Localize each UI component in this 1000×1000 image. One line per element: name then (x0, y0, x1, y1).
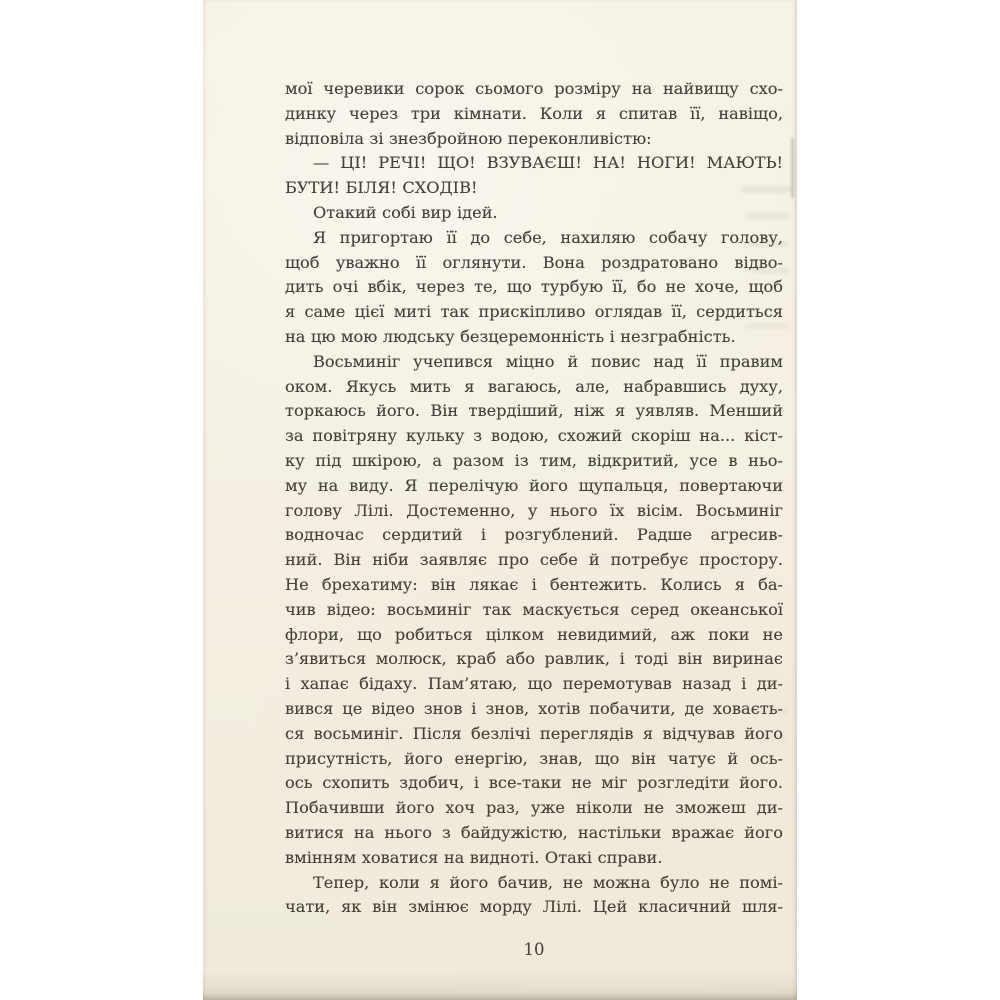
text-line: ний. Він ніби заявляє про себе й потребує простору. (285, 550, 783, 570)
text-line: флори, що робиться цілком невидимий, аж поки не (285, 624, 783, 644)
text-line: Я пригортаю її до себе, нахиляю собачу голову, (313, 227, 783, 247)
text-line: і хапає бідаху. Пам’ятаю, що перемотував назад і ди- (285, 674, 783, 694)
text-line: я саме цієї миті так прискіпливо оглядав її, сердиться (285, 302, 783, 322)
paragraph (285, 201, 783, 226)
text-line: му на виду. Я перелічую його щупальця, повертаючи (285, 475, 783, 495)
page-edge-shadow (791, 138, 794, 198)
text-line: БУТИ! БІЛЯ! СХОДІВ! (285, 178, 478, 198)
text-line: дить очі вбік, через те, що турбую її, бо не хоче, щоб (285, 277, 783, 297)
text-line: Не брехатиму: він лякає і бентежить. Колись я ба- (285, 574, 783, 594)
paragraph (285, 226, 783, 350)
text-line: ся восьминіг. Після безлічі переглядів я відчував його (285, 723, 783, 743)
text-line: водночас сердитий і розгублений. Радше агресив- (285, 525, 783, 545)
text-line: торкаюсь його. Він твердіший, ніж я уявляв. Менший (285, 401, 783, 421)
text-line: ку під шкірою, а разом із тим, відкритий, усе в ньо- (285, 450, 783, 470)
text-line: за повітряну кульку з водою, схожий скоріш на... кіст- (285, 426, 783, 446)
text-line: Отакий собі вир ідей. (313, 202, 498, 222)
text-line: Побачивши його хоч раз, уже ніколи не зможеш ди- (285, 798, 783, 818)
text-line: чив відео: восьминіг так маскується серед океанської (285, 599, 783, 619)
text-line: оком. Якусь мить я вагаюсь, але, набравшись духу, (285, 376, 783, 396)
book-page (203, 0, 797, 1000)
text-line: динку через три кімнати. Коли я спитав її, навіщо, (285, 103, 783, 123)
page-number: 10 (523, 940, 545, 959)
paragraph (285, 77, 783, 151)
text-line: присутність, його енергію, знав, що він чатує й ось- (285, 748, 783, 768)
text-line: чати, як він змінює морду Лілі. Цей класичний шля- (285, 897, 783, 917)
text-line: на цю мою людську безцеремонність і незграбність. (285, 326, 736, 346)
text-line: з’явиться молюск, краб або равлик, і тоді він виринає (285, 649, 783, 669)
text-line: ось схопить здобич, і все-таки не міг розгледіти його. (285, 773, 783, 793)
text-line: мої черевики сорок сьомого розміру на найвищу схо- (285, 79, 783, 98)
paragraph (285, 350, 783, 871)
paragraph (285, 151, 783, 201)
text-line: Тепер, коли я його бачив, не можна було не помі- (313, 872, 783, 892)
text-block (285, 77, 783, 920)
text-line: голову Лілі. Достеменно, у нього їх вісім. Восьминіг (285, 500, 783, 520)
text-line: — ЦІ! РЕЧІ! ЩО! ВЗУВАЄШ! НА! НОГИ! МАЮТЬ! (313, 153, 783, 173)
text-line: вився це відео знов і знов, хотів побачити, де ховаєть- (285, 698, 783, 718)
text-line: Восьминіг учепився міцно й повис над її правим (313, 351, 783, 371)
text-line: відповіла зі знезбройною переконливістю: (285, 128, 652, 148)
text-line: щоб уважно її оглянути. Вона роздратовано відво- (285, 252, 783, 272)
paragraph (285, 871, 783, 921)
text-line: витися на нього з байдужістю, настільки вражає його (285, 822, 783, 842)
text-line: вмінням ховатися на видноті. Отакі справи. (285, 847, 663, 867)
